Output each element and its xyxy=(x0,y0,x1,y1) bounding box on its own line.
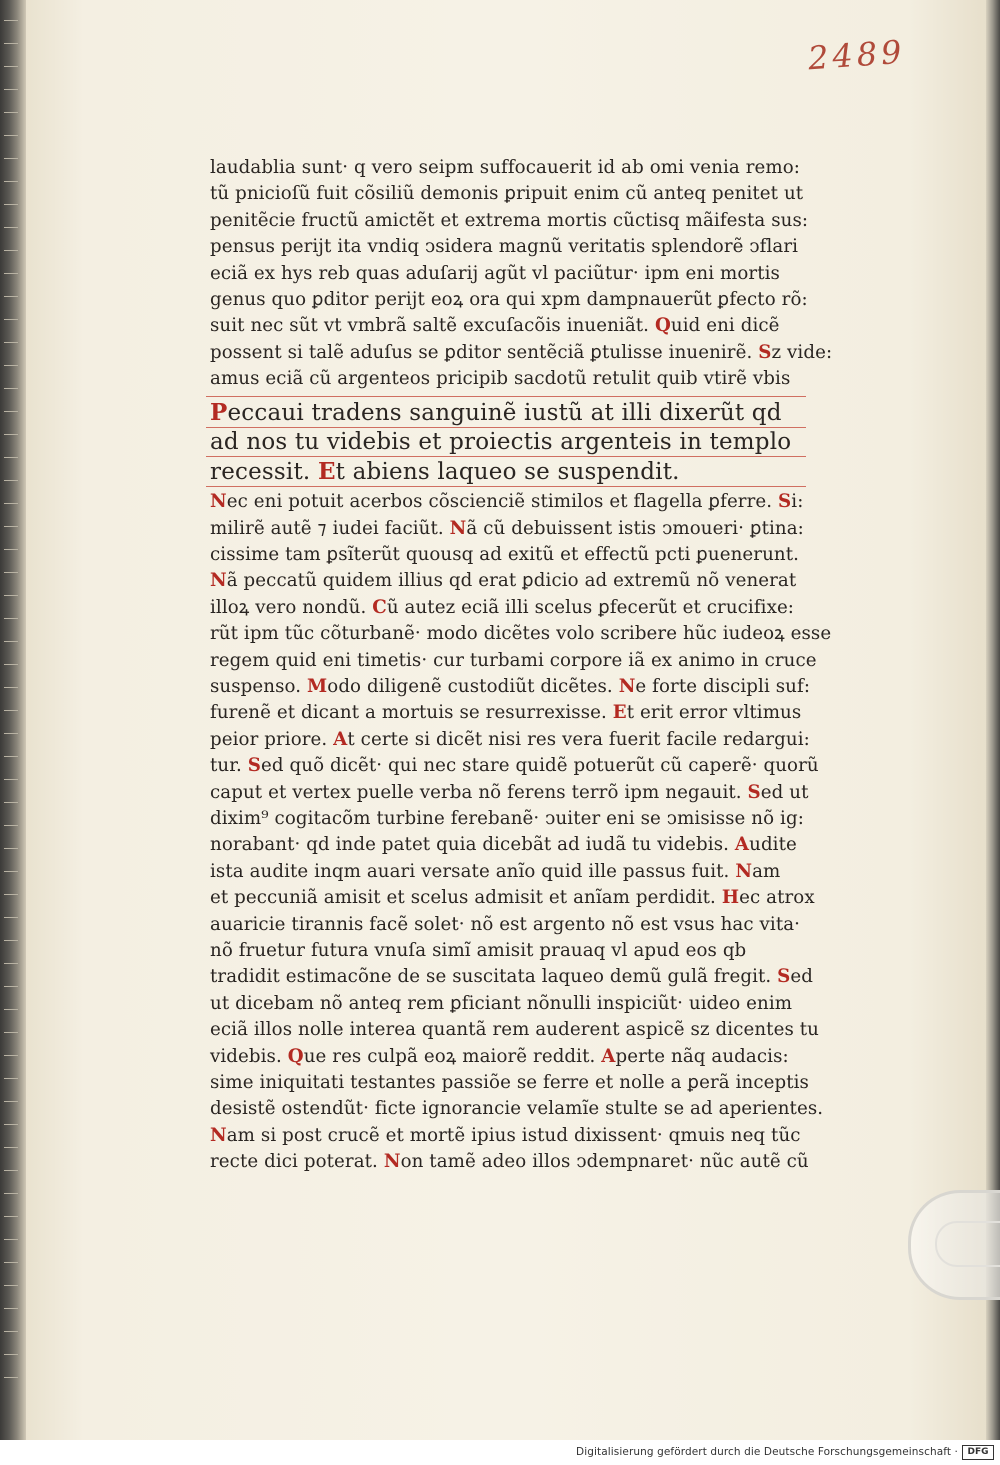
text-segment: ec atrox xyxy=(739,887,815,909)
text-segment: sime iniquitati testantes passiõe se ferre et nolle a ꝑerã inceptis xyxy=(210,1071,809,1093)
text-line xyxy=(210,913,800,937)
text-line xyxy=(210,965,813,989)
text-line xyxy=(210,886,815,910)
text-line xyxy=(210,939,746,963)
binding-texture xyxy=(4,733,18,734)
red-ruling xyxy=(206,456,806,457)
binding-texture xyxy=(4,273,18,274)
text-line xyxy=(210,1018,819,1042)
binding-texture xyxy=(4,848,18,849)
text-segment: tũ pnicioſũ fuit cõsiliũ demonis ꝑripuit enim cũ anteq penitet ut xyxy=(210,183,804,205)
text-segment: ue res culpã eoꝝ maiorẽ reddit. xyxy=(303,1045,602,1067)
rubricated-initial: A xyxy=(734,834,750,856)
text-segment: perte nãq audacis: xyxy=(615,1045,789,1067)
rubricated-initial: A xyxy=(333,728,348,750)
dfg-logo: DFG xyxy=(962,1445,994,1460)
binding-texture xyxy=(4,963,18,964)
rubricated-initial: P xyxy=(210,398,228,426)
text-segment: dixim⁹ cogitacõm turbine ferebanẽ· ↄuiter eni se ↄmisisse nõ ig: xyxy=(210,807,804,829)
text-line xyxy=(210,1045,789,1069)
rubricated-initial: N xyxy=(383,1151,401,1173)
binding-texture xyxy=(4,1032,18,1033)
text-line xyxy=(210,596,794,620)
text-line xyxy=(210,235,798,259)
binding-texture xyxy=(4,986,18,987)
rubricated-initial: S xyxy=(778,491,792,513)
binding-texture xyxy=(4,503,18,504)
text-segment: caput et vertex puelle verba nõ ferens terrõ ipm negauit. xyxy=(210,781,748,803)
binding-texture xyxy=(4,802,18,803)
text-line xyxy=(210,781,809,805)
binding-texture xyxy=(4,158,18,159)
page-clip-inner xyxy=(935,1221,1000,1267)
folio-number: 2489 xyxy=(806,32,907,78)
text-line xyxy=(210,288,808,312)
text-line xyxy=(210,367,790,391)
digitization-credit: Digitalisierung gefördert durch die Deutsche Forschungsgemeinschaft · xyxy=(576,1446,958,1458)
text-line xyxy=(210,427,791,457)
book-left-edge xyxy=(0,0,26,1440)
binding-texture xyxy=(4,1193,18,1194)
rubricated-initial: N xyxy=(210,570,227,592)
text-line xyxy=(210,807,804,831)
binding-texture xyxy=(4,779,18,780)
page-clip xyxy=(908,1190,1000,1300)
text-segment: suit nec sũt vt vmbrã saltẽ excuſacõis inueniãt. xyxy=(210,315,655,337)
text-line xyxy=(210,182,803,206)
text-line xyxy=(210,992,792,1016)
text-segment: suspenso. xyxy=(210,675,308,697)
binding-texture xyxy=(4,434,18,435)
binding-texture xyxy=(4,1078,18,1079)
text-segment: ec eni potuit acerbos cõscienciẽ stimilos et flagella ꝑferre. xyxy=(226,491,779,513)
text-line xyxy=(210,833,797,857)
text-segment: uid eni dicẽ xyxy=(670,315,780,337)
footer-bar xyxy=(0,1440,1000,1465)
text-segment: norabant· qd inde patet quia dicebãt ad iudã tu videbis. xyxy=(210,834,735,856)
binding-texture xyxy=(4,411,18,412)
rubricated-initial: N xyxy=(210,491,227,513)
text-segment: recte dici poterat. xyxy=(210,1151,384,1173)
text-line xyxy=(210,156,800,180)
text-segment: ed quõ dicẽt· qui nec stare quidẽ potuerũt cũ caperẽ· quorũ xyxy=(261,755,819,777)
binding-texture xyxy=(4,618,18,619)
rubricated-initial: S xyxy=(777,966,791,988)
binding-texture xyxy=(4,526,18,527)
text-segment: cissime tam ꝑsĩterũt quousq ad exitũ et effectũ pcti ꝑuenerunt. xyxy=(210,543,799,565)
text-segment: ã cũ debuissent istis ↄmoueri· ꝑtina: xyxy=(466,517,804,539)
binding-texture xyxy=(4,20,18,21)
text-segment: rũt ipm tũc cõturbanẽ· modo dicẽtes volo scribere hũc iudeoꝝ esse xyxy=(210,623,832,645)
text-line xyxy=(210,398,782,428)
text-segment: auaricie tirannis facẽ solet· nõ est argento nõ est vsus hac vita· xyxy=(210,913,801,935)
binding-texture xyxy=(4,1285,18,1286)
binding-texture xyxy=(4,1216,18,1217)
text-segment: peior priore. xyxy=(210,728,334,750)
text-segment: z vide: xyxy=(771,341,833,363)
binding-texture xyxy=(4,457,18,458)
binding-texture xyxy=(4,1101,18,1102)
rubricated-initial: M xyxy=(307,675,328,697)
binding-texture xyxy=(4,135,18,136)
text-segment: eciã ex hys reb quas aduſarij agũt vl paciũtur· ipm eni mortis xyxy=(210,262,780,284)
text-segment: illoꝝ vero nondũ. xyxy=(210,596,373,618)
binding-texture xyxy=(4,1055,18,1056)
binding-texture xyxy=(4,825,18,826)
text-segment: genus quo ꝑditor perijt eoꝝ ora qui xpm dampnauerũt ꝑfecto rõ: xyxy=(210,289,808,310)
text-segment: nõ fruetur futura vnuſa simĩ amisit prauaq vl apud eos qb xyxy=(210,939,747,961)
text-segment: pensus perijt ita vndiq ↄsidera magnũ veritatis splendorẽ ↄflari xyxy=(210,236,799,258)
binding-texture xyxy=(4,43,18,44)
text-line xyxy=(210,860,780,884)
text-segment: possent si talẽ aduſus se ꝑditor sentẽciã ꝑtulisse inuenirẽ. xyxy=(210,341,759,363)
text-segment: tradidit estimacõne de se suscitata laqueo demũ gulã fregit. xyxy=(210,966,778,988)
binding-texture xyxy=(4,296,18,297)
binding-texture xyxy=(4,756,18,757)
binding-texture xyxy=(4,572,18,573)
rubricated-initial: S xyxy=(758,341,772,363)
text-segment: milirẽ autẽ ⁊ iudei faciũt. xyxy=(210,517,450,539)
text-segment: ũ autez eciã illi scelus ꝑfecerũt et crucifixe: xyxy=(386,596,795,618)
rubricated-initial: A xyxy=(601,1045,616,1067)
binding-texture xyxy=(4,66,18,67)
book-page xyxy=(26,0,986,1440)
text-line xyxy=(210,701,801,725)
binding-texture xyxy=(4,181,18,182)
text-segment: ã peccatũ quidem illius qd erat ꝑdicio ad extremũ nõ venerat xyxy=(226,570,797,592)
text-line xyxy=(210,569,796,593)
binding-texture xyxy=(4,1377,18,1378)
text-line xyxy=(210,649,817,673)
rubricated-initial: C xyxy=(372,596,387,618)
binding-texture xyxy=(4,250,18,251)
text-line xyxy=(210,209,808,233)
binding-texture xyxy=(4,641,18,642)
text-segment: ed xyxy=(790,966,814,988)
text-segment: ed ut xyxy=(760,781,809,803)
rubricated-initial: E xyxy=(612,702,627,724)
rubricated-initial: Q xyxy=(654,315,671,337)
text-segment: ad nos tu videbis et proiectis argenteis in templo xyxy=(210,429,792,456)
text-segment: on tamẽ adeo illos ↄdempnaret· nũc autẽ cũ xyxy=(400,1151,809,1173)
text-segment: t erit error vltimus xyxy=(626,702,802,724)
binding-texture xyxy=(4,1308,18,1309)
rubricated-initial: S xyxy=(247,755,262,777)
binding-texture xyxy=(4,687,18,688)
binding-texture xyxy=(4,1147,18,1148)
text-line xyxy=(210,262,780,286)
binding-texture xyxy=(4,227,18,228)
binding-texture xyxy=(4,112,18,113)
text-segment: am xyxy=(752,860,781,882)
rubricated-initial: E xyxy=(317,457,336,485)
rubricated-initial: H xyxy=(721,887,740,909)
text-segment: recessit. xyxy=(210,458,318,485)
binding-texture xyxy=(4,894,18,895)
binding-texture xyxy=(4,710,18,711)
binding-texture xyxy=(4,388,18,389)
text-line xyxy=(210,754,819,778)
text-line xyxy=(210,314,780,338)
binding-texture xyxy=(4,1262,18,1263)
binding-texture xyxy=(4,365,18,366)
text-segment: videbis. xyxy=(210,1045,288,1067)
binding-texture xyxy=(4,480,18,481)
rubricated-initial: N xyxy=(210,1124,227,1146)
rubricated-initial: N xyxy=(449,517,467,539)
text-segment: regem quid eni timetis· cur turbami corpore iã ex animo in cruce xyxy=(210,649,817,671)
binding-texture xyxy=(4,204,18,205)
binding-texture xyxy=(4,1009,18,1010)
text-line xyxy=(210,1097,823,1121)
text-line xyxy=(210,457,680,487)
text-line xyxy=(210,1071,809,1095)
red-ruling xyxy=(206,427,806,428)
binding-texture xyxy=(4,871,18,872)
rubricated-initial: S xyxy=(747,781,761,803)
text-segment: t abiens laqueo se suspendit. xyxy=(335,458,680,485)
binding-texture xyxy=(4,917,18,918)
binding-texture xyxy=(4,1354,18,1355)
text-line xyxy=(210,1124,801,1148)
text-segment: desistẽ ostendũt· ficte ignorancie velamĩe stulte se ad aperientes. xyxy=(210,1098,824,1120)
text-segment: ista audite inqm auari versate anĩo quid ille passus fuit. xyxy=(210,860,736,882)
binding-texture xyxy=(4,1124,18,1125)
binding-texture xyxy=(4,595,18,596)
text-line xyxy=(210,341,832,365)
text-segment: t certe si dicẽt nisi res vera fuerit facile redargui: xyxy=(347,728,810,750)
rubricated-initial: N xyxy=(735,860,753,882)
binding-texture xyxy=(4,1239,18,1240)
text-segment: furenẽ et dicant a mortuis se resurrexisse. xyxy=(210,702,613,724)
binding-texture xyxy=(4,1331,18,1332)
binding-texture xyxy=(4,89,18,90)
text-segment: i: xyxy=(791,491,804,513)
binding-texture xyxy=(4,664,18,665)
binding-texture xyxy=(4,1170,18,1171)
text-line xyxy=(210,517,804,541)
text-segment: am si post crucẽ et mortẽ ipius istud dixissent· qmuis neq tũc xyxy=(226,1124,801,1146)
text-segment: e forte discipli suf: xyxy=(635,675,811,697)
text-line xyxy=(210,728,810,752)
text-line xyxy=(210,543,799,567)
text-segment: udite xyxy=(749,834,797,856)
red-ruling xyxy=(206,396,806,397)
text-line xyxy=(210,490,803,514)
rubricated-initial: Q xyxy=(287,1045,304,1067)
text-segment: penitẽcie fructũ amictẽt et extrema mortis cũctisq mãifesta sus: xyxy=(210,209,809,231)
binding-texture xyxy=(4,319,18,320)
text-segment: eccaui tradens sanguinẽ iustũ at illi dixerũt qd xyxy=(227,399,782,426)
binding-texture xyxy=(4,342,18,343)
text-line xyxy=(210,622,831,646)
text-segment: eciã illos nolle interea quantã rem auderent aspicẽ sz dicentes tu xyxy=(210,1019,819,1041)
binding-texture xyxy=(4,940,18,941)
text-segment: et peccuniã amisit et scelus admisit et anĩam perdidit. xyxy=(210,887,722,909)
text-segment: laudablia sunt· q vero seipm suffocauerit id ab omi venia remo: xyxy=(210,157,801,178)
text-segment: tur. xyxy=(210,755,248,777)
text-line xyxy=(210,675,810,699)
text-segment: ut dicebam nõ anteq rem ꝑficiant nõnulli inspiciũt· uideo enim xyxy=(210,992,793,1014)
binding-texture xyxy=(4,549,18,550)
text-segment: amus eciã cũ argenteos pricipib sacdotũ retulit quib vtirẽ vbis xyxy=(210,368,791,390)
red-ruling xyxy=(206,486,806,487)
text-line xyxy=(210,1150,809,1174)
text-segment: odo diligenẽ custodiũt dicẽtes. xyxy=(327,675,619,697)
rubricated-initial: N xyxy=(618,675,636,697)
